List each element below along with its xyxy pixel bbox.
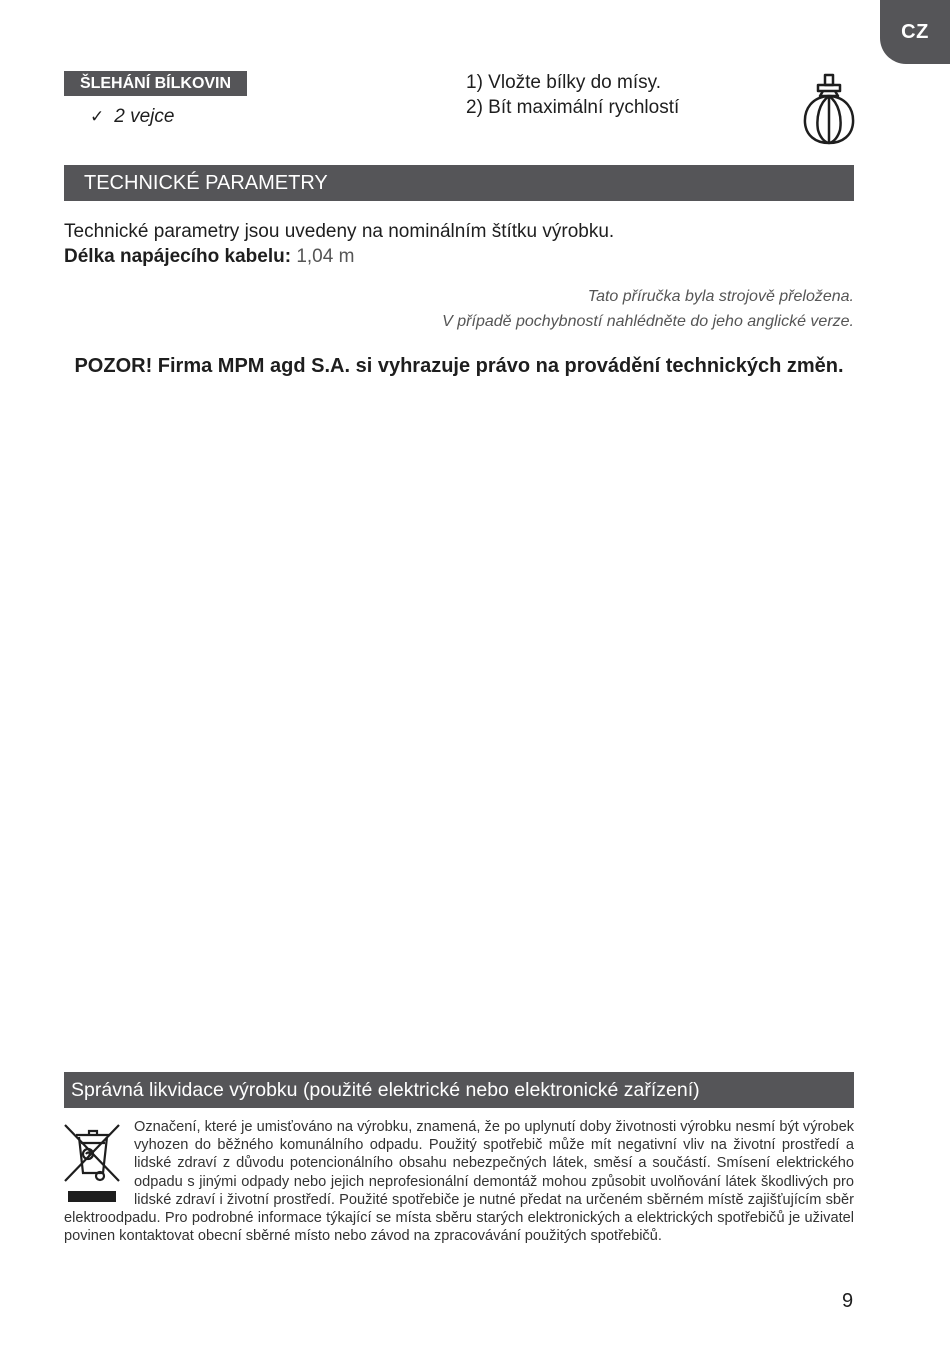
page-number: 9 bbox=[842, 1290, 854, 1312]
cable-length-label: Délka napájecího kabelu: bbox=[64, 246, 292, 267]
whisk-icon bbox=[800, 73, 858, 147]
ingredient-text: 2 vejce bbox=[114, 106, 175, 127]
disposal-text bbox=[64, 1118, 854, 1245]
warning-text: POZOR! Firma MPM agd S.A. si vyhrazuje právo na provádění technických změn. bbox=[74, 355, 844, 377]
translation-note-line: Tato příručka byla strojově přeložena. bbox=[587, 288, 854, 305]
recipe-label: ŠLEHÁNÍ BÍLKOVIN bbox=[64, 71, 247, 96]
cable-length-value: 1,04 m bbox=[296, 246, 355, 267]
recipe-step: 1) Vložte bílky do mísy. bbox=[466, 72, 661, 93]
recipe-steps bbox=[466, 70, 679, 120]
tech-parameters-text bbox=[64, 219, 614, 269]
ingredient-item bbox=[90, 106, 174, 128]
translation-note-line: V případě pochybností nahlédněte do jeho anglické verze. bbox=[442, 313, 854, 330]
section-heading-tech: TECHNICKÉ PARAMETRY bbox=[64, 165, 854, 201]
tech-line: Technické parametry jsou uvedeny na nominálním štítku výrobku. bbox=[64, 221, 615, 242]
language-tab: CZ bbox=[880, 0, 950, 64]
checkmark-icon: ✓ bbox=[90, 107, 105, 126]
disposal-paragraph: Označení, které je umisťováno na výrobku, znamená, že po uplynutí doby životnosti výrobku nesmí být výrobek vyhozen do běžného komunálního odpadu. Použitý spotřebič může mít negativní vliv na životní prostředí a lidské zdraví z důvodu potencionálního obsahu nebezpečných látek, směsí a součástí. Smísení elektrického odpadu s jinými odpady nebo jejich neprofesionální demontáž mohou způsobit uvolňování látek škodlivých pro lidské zdraví i životní prostředí. Použité spotřebiče je nutné předat na určeném sběrném místě zajišťujícím sběr elektroodpadu. Pro podrobné informace týkající se místa sběru starých elektronických a elektrických spotřebičů je uživatel povinen kontaktovat obecní sběrné místo nebo závod na zpracovávání použitých spotřebičů. bbox=[64, 1119, 854, 1245]
recipe-step: 2) Bít maximální rychlostí bbox=[466, 97, 680, 118]
section-heading-disposal: Správná likvidace výrobku (použité elektrické nebo elektronické zařízení) bbox=[64, 1072, 854, 1108]
translation-note bbox=[442, 284, 854, 334]
